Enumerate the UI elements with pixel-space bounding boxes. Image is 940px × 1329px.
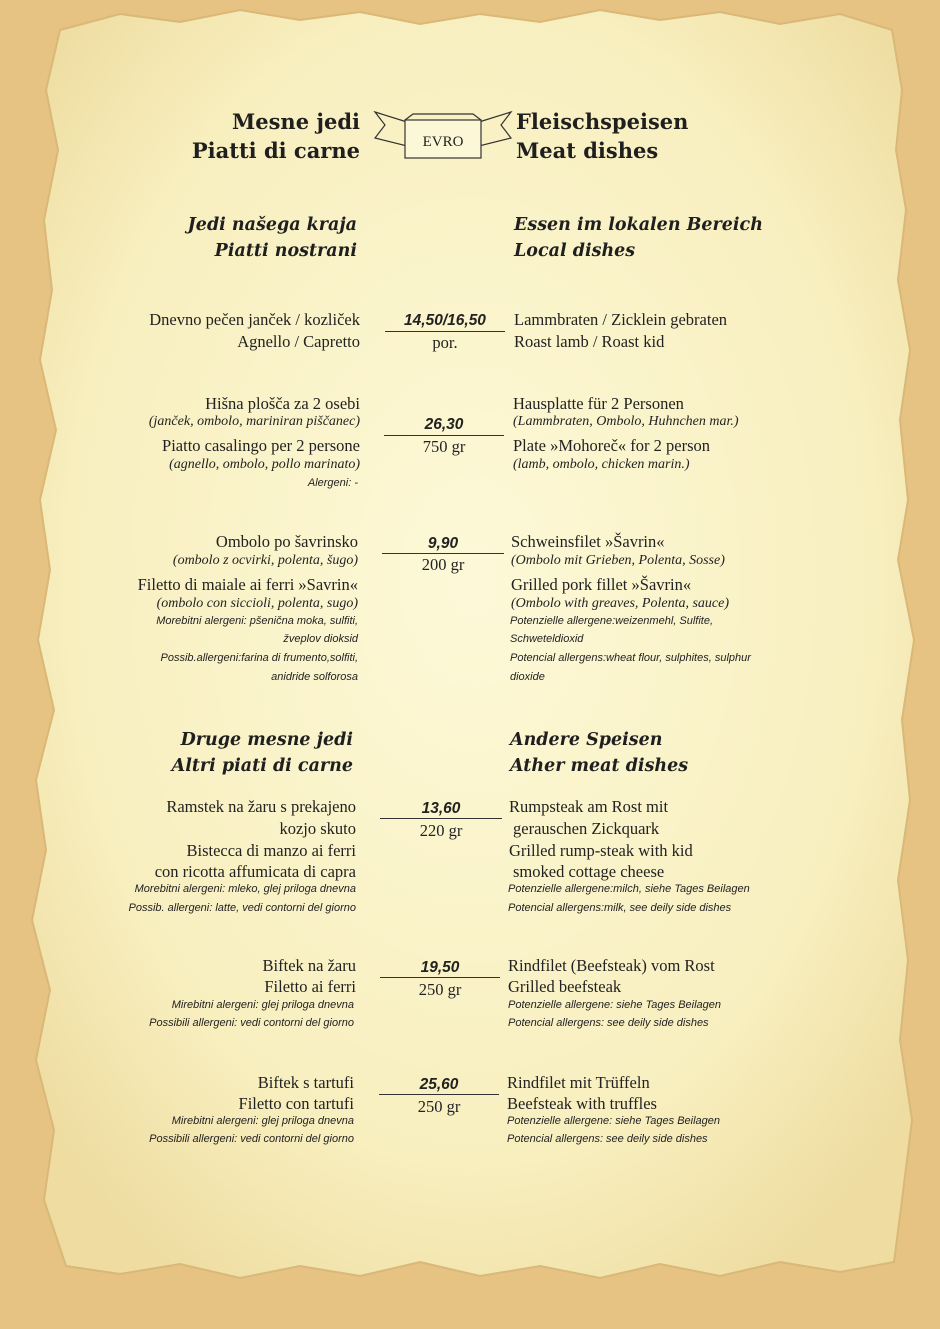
section2-left-line1: Druge mesne jedi bbox=[180, 730, 353, 750]
item4-left-line1: Ramstek na žaru s prekajeno bbox=[166, 797, 356, 816]
item4-right-line1: Rumpsteak am Rost mit bbox=[509, 797, 669, 816]
item3-left-allergens4: anidride solforosa bbox=[271, 671, 358, 683]
item3-right-line1: Schweinsfilet »Šavrin« bbox=[511, 532, 665, 551]
section1-right-line1: Essen im lokalen Bereich bbox=[514, 215, 763, 235]
section2-left-line2: Altri piati di carne bbox=[171, 756, 353, 776]
section1-right-line2: Local dishes bbox=[514, 241, 636, 261]
evro-ribbon-banner bbox=[373, 108, 513, 164]
item1-right-line2: Roast lamb / Roast kid bbox=[514, 332, 665, 351]
title-left-line2: Piatti di carne bbox=[191, 138, 360, 163]
section1-left-line2: Piatti nostrani bbox=[214, 241, 357, 261]
item6-left-line2: Filetto con tartufi bbox=[238, 1094, 354, 1113]
item6-price-rule bbox=[379, 1094, 499, 1095]
item3-quantity: 200 gr bbox=[421, 555, 465, 574]
item2-price: 26,30 bbox=[424, 416, 464, 433]
section2-right-line1: Andere Speisen bbox=[510, 730, 663, 750]
item5-left-allergens2: Possibili allergeni: vedi contorni del giorno bbox=[149, 1017, 354, 1029]
item1-left-line1: Dnevno pečen janček / kozliček bbox=[149, 310, 360, 329]
item1-price: 14,50/16,50 bbox=[404, 312, 486, 329]
item3-price: 9,90 bbox=[427, 535, 459, 552]
item2-quantity: 750 gr bbox=[422, 437, 466, 456]
title-right-line1: Fleischspeisen bbox=[516, 109, 689, 134]
item2-right-line1: Hausplatte für 2 Personen bbox=[513, 394, 684, 413]
item5-right-allergens1: Potenzielle allergene: siehe Tages Beilagen bbox=[508, 999, 722, 1011]
item5-price-rule bbox=[380, 977, 500, 978]
item3-right-allergens4: dioxide bbox=[510, 671, 545, 683]
item6-right-line1: Rindfilet mit Trüffeln bbox=[507, 1073, 650, 1092]
item3-left-line4: (ombolo con siccioli, polenta, sugo) bbox=[156, 596, 358, 611]
item2-left-line2: (janček, ombolo, mariniran piščanec) bbox=[148, 414, 360, 429]
item3-right-allergens1: Potenzielle allergene:weizenmehl, Sulfite, bbox=[510, 615, 714, 627]
item4-price-rule bbox=[380, 818, 502, 819]
item5-left-line1: Biftek na žaru bbox=[262, 956, 356, 975]
item3-left-allergens3: Possib.allergeni:farina di frumento,solfiti, bbox=[160, 652, 358, 664]
item3-left-line3: Filetto di maiale ai ferri »Savrin« bbox=[137, 575, 358, 594]
item4-left-line3: Bistecca di manzo ai ferri bbox=[186, 841, 356, 860]
item3-right-line4: (Ombolo with greaves, Polenta, sauce) bbox=[511, 596, 729, 611]
item6-right-line2: Beefsteak with truffles bbox=[507, 1094, 657, 1113]
item3-left-line1: Ombolo po šavrinsko bbox=[215, 532, 358, 551]
currency-label: EVRO bbox=[422, 134, 464, 150]
item6-left-line1: Biftek s tartufi bbox=[257, 1073, 354, 1092]
item5-right-line2: Grilled beefsteak bbox=[508, 977, 622, 996]
item4-left-line4: con ricotta affumicata di capra bbox=[154, 862, 356, 881]
item4-quantity: 220 gr bbox=[419, 821, 463, 840]
item2-right-line4: (lamb, ombolo, chicken marin.) bbox=[513, 457, 690, 472]
item3-left-line2: (ombolo z ocvirki, polenta, šugo) bbox=[172, 553, 358, 568]
item6-quantity: 250 gr bbox=[417, 1097, 461, 1116]
item4-right-line3: Grilled rump-steak with kid bbox=[509, 841, 693, 860]
item6-left-allergens2: Possibili allergeni: vedi contorni del giorno bbox=[149, 1133, 354, 1145]
section2-right-line2: Ather meat dishes bbox=[510, 756, 689, 776]
item6-left-allergens1: Mirebitni alergeni: glej priloga dnevna bbox=[171, 1115, 354, 1127]
title-right-line2: Meat dishes bbox=[516, 138, 659, 163]
item3-left-allergens1: Morebitni alergeni: pšenična moka, sulfiti, bbox=[156, 615, 358, 627]
item5-right-allergens2: Potencial allergens: see deily side dishes bbox=[508, 1017, 709, 1029]
item5-right-line1: Rindfilet (Beefsteak) vom Rost bbox=[508, 956, 715, 975]
item6-price: 25,60 bbox=[419, 1076, 459, 1093]
item5-price: 19,50 bbox=[420, 959, 460, 976]
title-left-line1: Mesne jedi bbox=[232, 109, 360, 134]
item6-right-allergens1: Potenzielle allergene: siehe Tages Beilagen bbox=[507, 1115, 721, 1127]
item3-right-line2: (Ombolo mit Grieben, Polenta, Sosse) bbox=[511, 553, 725, 568]
item4-right-line2: gerauschen Zickquark bbox=[513, 819, 660, 838]
item1-right-line1: Lammbraten / Zicklein gebraten bbox=[514, 310, 728, 329]
item6-right-allergens2: Potencial allergens: see deily side dishes bbox=[507, 1133, 708, 1145]
item3-right-allergens3: Potencial allergens:wheat flour, sulphites, sulphur bbox=[510, 652, 751, 664]
item3-price-rule bbox=[382, 553, 504, 554]
item2-left-allergens: Alergeni: - bbox=[307, 477, 358, 489]
item2-price-rule bbox=[384, 435, 504, 436]
item4-left-allergens2: Possib. allergeni: latte, vedi contorni del giorno bbox=[128, 902, 356, 914]
section1-left-line1: Jedi našega kraja bbox=[187, 215, 357, 235]
item4-left-allergens1: Morebitni alergeni: mleko, glej priloga dnevna bbox=[134, 883, 356, 895]
item4-price: 13,60 bbox=[421, 800, 461, 817]
item1-price-rule bbox=[385, 331, 505, 332]
item4-right-allergens2: Potencial allergens:milk, see deily side dishes bbox=[508, 902, 732, 914]
item5-left-line2: Filetto ai ferri bbox=[264, 977, 356, 996]
item2-left-line3: Piatto casalingo per 2 persone bbox=[162, 436, 360, 455]
item2-right-line3: Plate »Mohoreč« for 2 person bbox=[513, 436, 711, 455]
item2-left-line1: Hišna plošča za 2 osebi bbox=[205, 394, 360, 413]
item4-left-line2: kozjo skuto bbox=[279, 819, 356, 838]
item1-quantity: por. bbox=[432, 333, 458, 352]
item3-right-allergens2: Schweteldioxid bbox=[510, 633, 584, 645]
item5-quantity: 250 gr bbox=[418, 980, 462, 999]
item3-right-line3: Grilled pork fillet »Šavrin« bbox=[511, 575, 692, 594]
item2-right-line2: (Lammbraten, Ombolo, Huhnchen mar.) bbox=[513, 414, 739, 429]
item4-right-allergens1: Potenzielle allergene:milch, siehe Tages Beilagen bbox=[508, 883, 750, 895]
item3-left-allergens2: žveplov dioksid bbox=[283, 633, 358, 645]
item4-right-line4: smoked cottage cheese bbox=[513, 862, 665, 881]
item2-left-line4: (agnello, ombolo, pollo marinato) bbox=[169, 457, 360, 472]
item5-left-allergens1: Mirebitni alergeni: glej priloga dnevna bbox=[171, 999, 354, 1011]
item1-left-line2: Agnello / Capretto bbox=[237, 332, 360, 351]
